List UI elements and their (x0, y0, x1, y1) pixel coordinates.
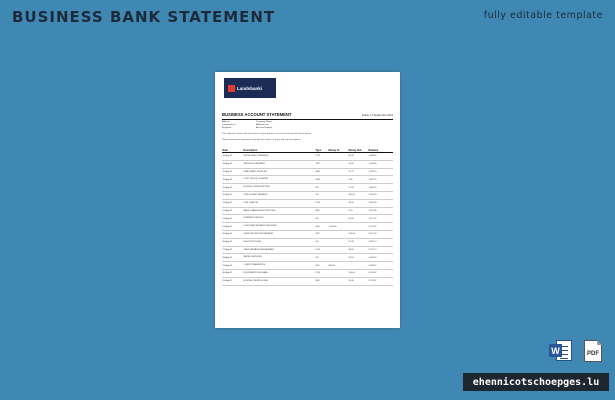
cell-date: 18-Aug-21 (222, 153, 243, 161)
cell-date: 23-Aug-21 (222, 215, 243, 223)
cell-balance: 2,371.07 (368, 223, 393, 231)
cell-description: EQUIPMENT PURCHASE (243, 269, 315, 277)
pdf-label: PDF (587, 351, 599, 357)
cell-date: 26-Aug-21 (222, 238, 243, 246)
cell-money-in (328, 215, 348, 223)
table-row (222, 168, 393, 176)
document-date: Friday, 17 September 2021 (361, 114, 393, 117)
cell-balance: 1,631.15 (368, 168, 393, 176)
cell-type: BGC (315, 223, 328, 231)
cell-balance: 1,658.90 (368, 153, 393, 161)
meta-left (222, 121, 248, 130)
table-row (222, 176, 393, 184)
cell-money-out: 95.30 (348, 238, 368, 246)
statement-note-secondary: Please review your statement carefully and contact us if you find any discrepancy. (222, 139, 302, 141)
cell-balance: 1,604.76 (368, 184, 393, 192)
cell-money-out: 15.00 (348, 160, 368, 168)
table-row (222, 160, 393, 168)
cell-money-out: 38.60 (348, 246, 368, 254)
table-row (222, 153, 393, 161)
table-row (222, 269, 393, 277)
cell-date: 19-Aug-21 (222, 176, 243, 184)
cell-type: DD (315, 215, 328, 223)
cell-money-out (348, 262, 368, 270)
cell-money-out: 24.10 (348, 254, 368, 262)
pdf-file-icon (580, 338, 606, 364)
table-row (222, 184, 393, 192)
cell-balance: 1,209.56 (368, 199, 393, 207)
table-row (222, 215, 393, 223)
cell-description: POST OFFICE COUNTER (243, 176, 315, 184)
table-row (222, 246, 393, 254)
statement-note: This statement shows all transactions on your business account for the period shown below. (222, 133, 312, 135)
cell-description: SERVICE & PAYMENT (243, 160, 315, 168)
cell-type: BGC (315, 262, 328, 270)
cell-date: 20-Aug-21 (222, 191, 243, 199)
cell-balance: 1,993.07 (368, 254, 393, 262)
cell-type: TFR (315, 160, 328, 168)
cell-money-in (328, 153, 348, 161)
cell-money-out: 21.99 (348, 184, 368, 192)
cell-description: MONTHLY SUBSCRIPTION (243, 184, 315, 192)
cell-description: INTERNET SERVICE (243, 215, 315, 223)
col-date: Date (222, 148, 243, 153)
bank-logo-icon (228, 85, 235, 92)
cell-description: STATIONERY SUPPLIES (243, 168, 315, 176)
cell-money-in (328, 269, 348, 277)
col-money-out: Money Out (348, 148, 368, 153)
cell-description: CLIENT TRANSFER IN (243, 262, 315, 270)
cell-date: 19-Aug-21 (222, 168, 243, 176)
bank-name: Landsbanki (237, 85, 263, 91)
account-meta (222, 121, 393, 130)
cell-money-out: 220.00 (348, 230, 368, 238)
cell-description: FUEL STATION (243, 199, 315, 207)
cell-money-out: 8.50 (348, 207, 368, 215)
col-type: Type (315, 148, 328, 153)
cell-date: 31-Aug-21 (222, 277, 243, 285)
cell-balance: 2,017.17 (368, 246, 393, 254)
cell-money-out: 10.00 (348, 277, 368, 285)
cell-money-out: 45.20 (348, 199, 368, 207)
cell-balance: 1,643.90 (368, 160, 393, 168)
cell-balance: 2,533.07 (368, 269, 393, 277)
cell-money-out: 80.45 (348, 153, 368, 161)
cell-type: FEE (315, 207, 328, 215)
cell-type: POS (315, 246, 328, 254)
cell-date: 21-Aug-21 (222, 199, 243, 207)
cell-type: POS (315, 153, 328, 161)
cell-money-in (328, 207, 348, 215)
cell-balance: 1,626.75 (368, 176, 393, 184)
cell-description: CARD PAYMENT RESTAURANT (243, 246, 315, 254)
cell-date: 29-Aug-21 (222, 262, 243, 270)
cell-date: 28-Aug-21 (222, 254, 243, 262)
table-row (222, 262, 393, 270)
cell-date: 20-Aug-21 (222, 184, 243, 192)
cell-type: SO (315, 191, 328, 199)
document-title: BUSINESS ACCOUNT STATEMENT (222, 112, 292, 117)
cell-description: OFFICE RENT PAYMENT (243, 191, 315, 199)
cell-description: EXTRA CASH TRANSFER (243, 153, 315, 161)
cell-money-in (328, 277, 348, 285)
header-divider (222, 119, 393, 120)
cell-type: FEE (315, 277, 328, 285)
cell-balance: 1,254.76 (368, 191, 393, 199)
cell-money-in (328, 254, 348, 262)
col-description: Description (243, 148, 315, 153)
cell-balance: 2,151.07 (368, 230, 393, 238)
meta-line: Company Name (256, 121, 272, 123)
meta-right (256, 121, 272, 130)
cell-money-in (328, 199, 348, 207)
cell-money-in: 850.00 (328, 262, 348, 270)
cell-money-out: 12.75 (348, 168, 368, 176)
cell-description: CUSTOMER PAYMENT RECEIVED (243, 223, 315, 231)
cell-date: 30-Aug-21 (222, 269, 243, 277)
cell-type: POS (315, 199, 328, 207)
table-row (222, 191, 393, 199)
meta-line: Landsbanki hf (222, 124, 236, 126)
cell-money-in (328, 246, 348, 254)
cell-money-in (328, 238, 348, 246)
cell-type: TFR (315, 230, 328, 238)
banner-subtitle: fully editable template (483, 10, 603, 21)
table-row (222, 199, 393, 207)
word-letter: W (549, 344, 562, 357)
word-file-icon (548, 338, 574, 364)
cell-money-in (328, 160, 348, 168)
cell-date: 18-Aug-21 (222, 160, 243, 168)
table-row (222, 223, 393, 231)
table-row (222, 254, 393, 262)
cell-money-out: 29.99 (348, 215, 368, 223)
bank-logo (224, 78, 276, 98)
cell-money-in (328, 184, 348, 192)
cell-balance: 2,055.77 (368, 238, 393, 246)
cell-date: 22-Aug-21 (222, 207, 243, 215)
cell-money-out: 4.40 (348, 176, 368, 184)
cell-description: SUPPLIER INVOICE PAYMENT (243, 230, 315, 238)
table-row (222, 207, 393, 215)
statement-document-preview (215, 72, 400, 328)
cell-money-in (328, 230, 348, 238)
meta-line: Reykjavik (222, 127, 232, 129)
cell-balance: 2,523.07 (368, 277, 393, 285)
meta-line: Address (222, 121, 231, 123)
cell-type: DD (315, 184, 328, 192)
cell-money-out (348, 223, 368, 231)
cell-type: DEB (315, 168, 328, 176)
cell-money-in: 1,200.00 (328, 223, 348, 231)
cell-balance: 2,843.07 (368, 262, 393, 270)
col-money-in: Money In (328, 148, 348, 153)
transactions-table (222, 148, 393, 286)
watermark-url: ehennicotschoepges.lu (463, 373, 609, 391)
cell-balance: 1,171.07 (368, 215, 393, 223)
cell-type: POS (315, 269, 328, 277)
document-header (222, 112, 393, 117)
col-balance: Balance (368, 148, 393, 153)
cell-money-in (328, 191, 348, 199)
cell-money-out: 310.00 (348, 269, 368, 277)
meta-line: Address Line (256, 124, 269, 126)
cell-description: WATER SERVICES (243, 254, 315, 262)
cell-money-in (328, 168, 348, 176)
cell-date: 24-Aug-21 (222, 223, 243, 231)
cell-description: ELECTRICITY BILL (243, 238, 315, 246)
table-row (222, 230, 393, 238)
cell-description: BANK CHARGES ACCOUNT FEE (243, 207, 315, 215)
meta-line: Account Number (256, 127, 273, 129)
cell-money-out: 350.00 (348, 191, 368, 199)
cell-type: DD (315, 238, 328, 246)
cell-date: 27-Aug-21 (222, 246, 243, 254)
table-row (222, 238, 393, 246)
table-row (222, 277, 393, 285)
cell-type: DD (315, 254, 328, 262)
format-icons (548, 338, 606, 364)
cell-description: MONTHLY SERVICE FEE (243, 277, 315, 285)
cell-balance: 1,201.06 (368, 207, 393, 215)
cell-type: DEB (315, 176, 328, 184)
cell-money-in (328, 176, 348, 184)
cell-date: 25-Aug-21 (222, 230, 243, 238)
banner-title: BUSINESS BANK STATEMENT (12, 8, 276, 26)
